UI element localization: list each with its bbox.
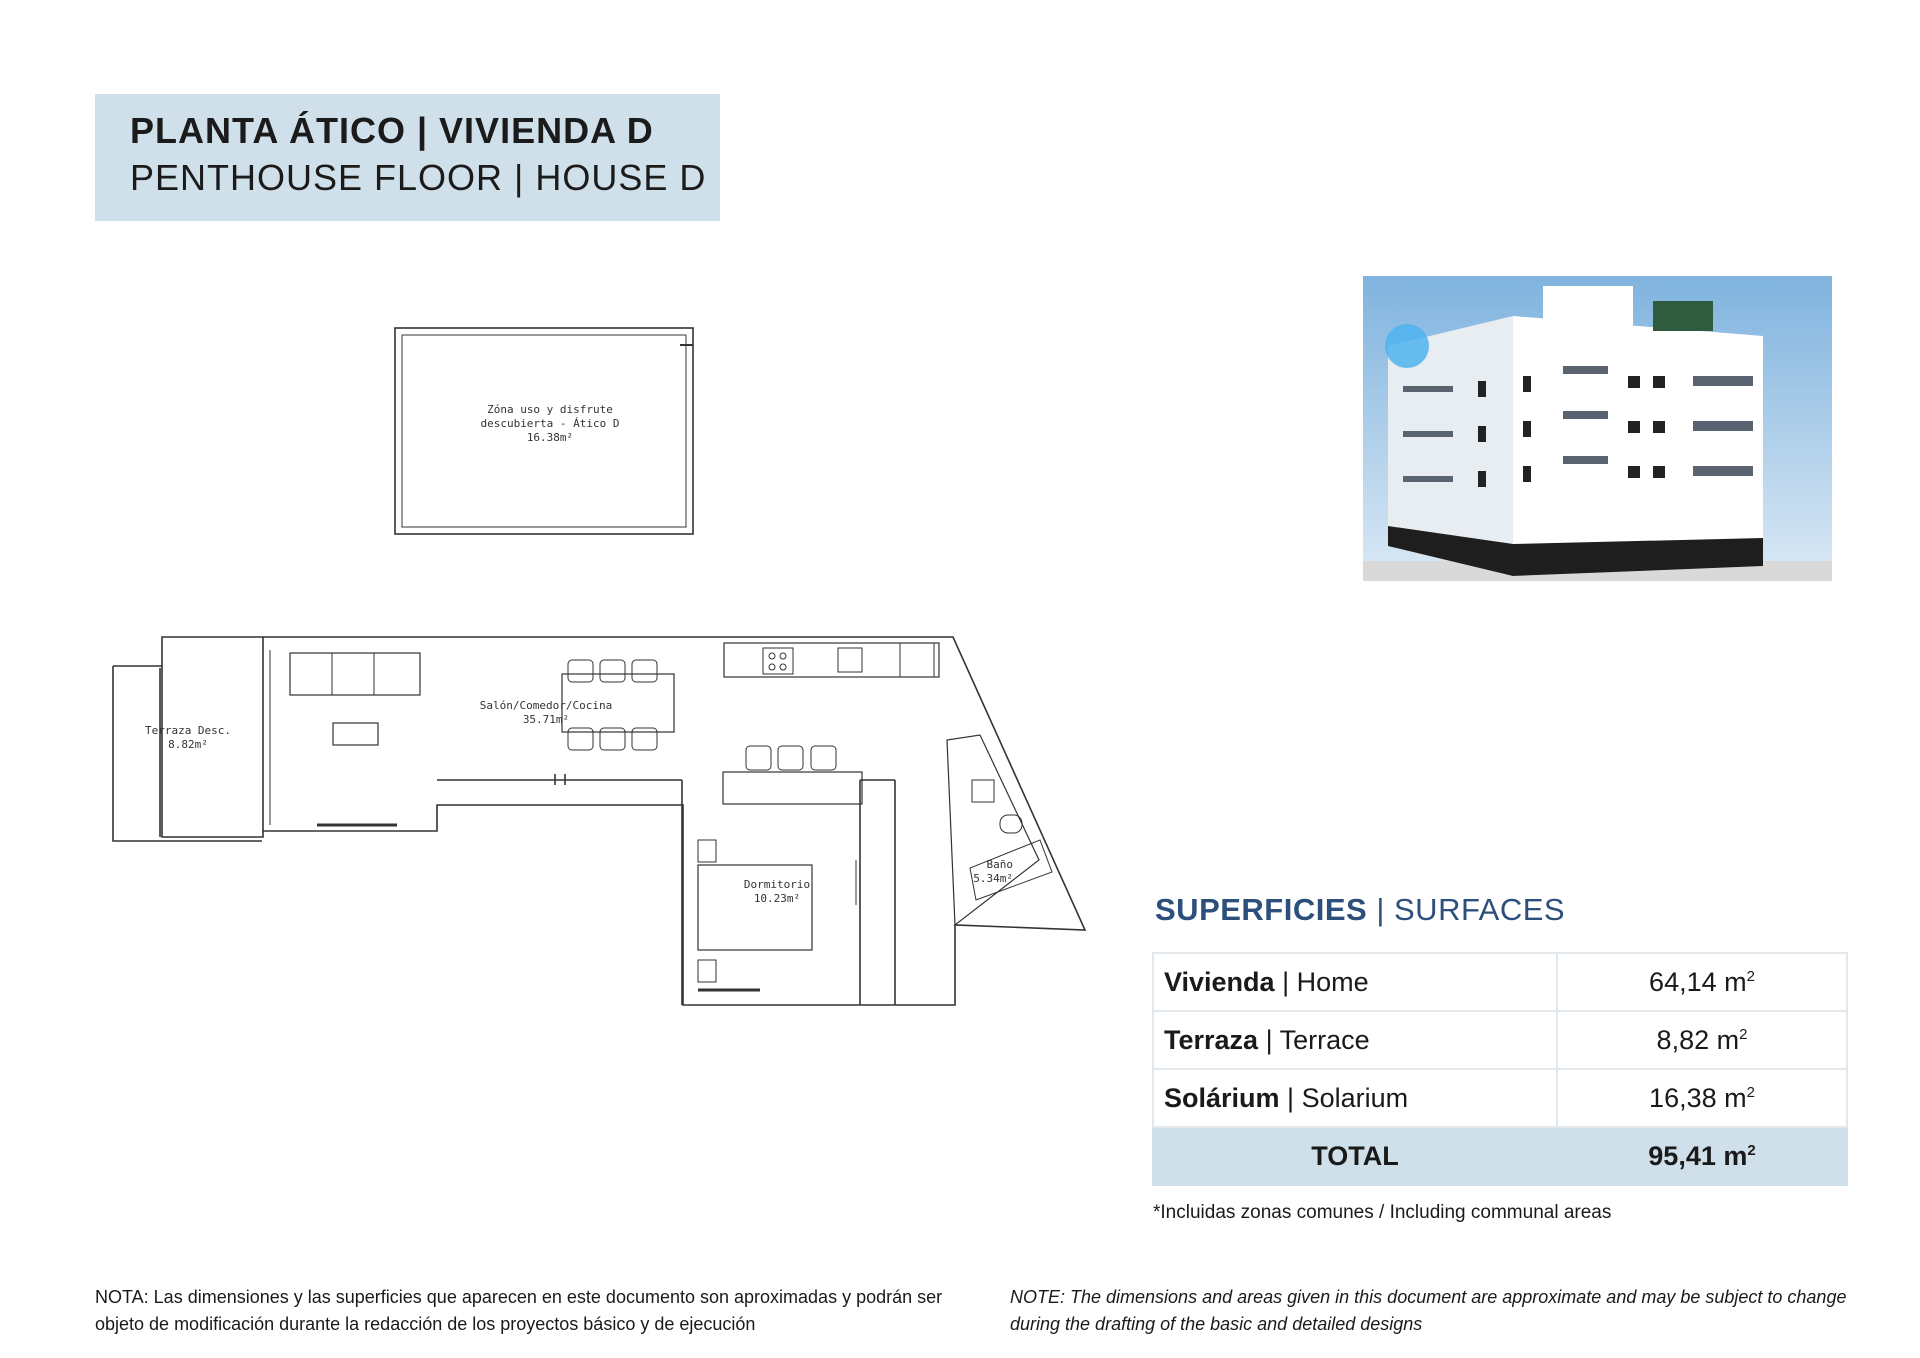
table-row bbox=[1153, 1011, 1847, 1069]
solarium-line2: descubierta - Ático D bbox=[480, 417, 620, 430]
total-label: TOTAL bbox=[1153, 1127, 1557, 1185]
value-text: 64,14 m bbox=[1649, 966, 1747, 997]
table-row bbox=[1153, 1069, 1847, 1127]
surfaces-heading-en: SURFACES bbox=[1394, 892, 1566, 927]
footnote: *Incluidas zonas comunes / Including communal areas bbox=[1153, 1202, 1612, 1223]
living-area: 35.71m² bbox=[522, 713, 570, 726]
label-separator: | bbox=[1279, 1082, 1302, 1113]
terrace-name: Terraza Desc. bbox=[144, 724, 232, 737]
surfaces-heading-es: SUPERFICIES bbox=[1155, 892, 1368, 927]
label-separator: | bbox=[1274, 966, 1297, 997]
building-illustration bbox=[1363, 276, 1832, 581]
row-label bbox=[1153, 1011, 1557, 1069]
bath-name: Baño bbox=[986, 858, 1013, 871]
label-en: Solarium bbox=[1301, 1082, 1409, 1113]
value-text: 16,38 m bbox=[1649, 1082, 1747, 1113]
living-label bbox=[466, 699, 626, 727]
terrace-label bbox=[138, 724, 238, 752]
note-spanish: NOTA: Las dimensiones y las superficies que aparecen en este documento son aproximadas y podrán ser objeto de modificación durante la redacción de los proyectos básico y de ejecución bbox=[95, 1287, 943, 1334]
label-en: Terrace bbox=[1279, 1024, 1370, 1055]
row-value bbox=[1557, 1011, 1847, 1069]
surfaces-heading-separator: | bbox=[1367, 892, 1394, 927]
label-en: Home bbox=[1296, 966, 1369, 997]
total-row bbox=[1153, 1127, 1847, 1185]
solarium-label bbox=[480, 403, 620, 445]
title-english: PENTHOUSE FLOOR | HOUSE D bbox=[130, 157, 707, 198]
terrace-area: 8.82m² bbox=[168, 738, 208, 751]
terrace-wall bbox=[113, 666, 262, 841]
solarium-line1: Zóna uso y disfrute bbox=[487, 403, 613, 416]
label-separator: | bbox=[1258, 1024, 1280, 1055]
floor-plan bbox=[100, 320, 1100, 1020]
value-text: 8,82 m bbox=[1656, 1024, 1740, 1055]
row-value bbox=[1557, 1069, 1847, 1127]
unit-superscript: 2 bbox=[1746, 1083, 1755, 1101]
label-es: Vivienda bbox=[1164, 966, 1275, 997]
bedroom-label bbox=[727, 878, 827, 906]
total-value bbox=[1557, 1127, 1847, 1185]
row-label bbox=[1153, 953, 1557, 1011]
apartment-outer-wall bbox=[162, 637, 1085, 1005]
bath-label bbox=[953, 858, 1013, 886]
solarium-area: 16.38m² bbox=[526, 431, 574, 444]
row-label bbox=[1153, 1069, 1557, 1127]
bath-area: 5.34m² bbox=[973, 872, 1013, 885]
label-es: Solárium bbox=[1164, 1082, 1280, 1113]
surfaces-table bbox=[1152, 952, 1848, 1186]
building-render-image bbox=[1363, 276, 1832, 581]
bedroom-area: 10.23m² bbox=[753, 892, 801, 905]
living-name: Salón/Comedor/Cocina bbox=[479, 699, 613, 712]
unit-superscript: 2 bbox=[1747, 1141, 1756, 1159]
row-value bbox=[1557, 953, 1847, 1011]
title-spanish: PLANTA ÁTICO | VIVIENDA D bbox=[130, 110, 654, 151]
unit-superscript: 2 bbox=[1746, 967, 1755, 985]
surfaces-heading bbox=[1155, 892, 1565, 928]
bedroom-name: Dormitorio bbox=[743, 878, 811, 891]
title-box bbox=[95, 94, 720, 221]
note-english: NOTE: The dimensions and areas given in this document are approximate and may be subject to change during the drafting of the basic and detailed designs bbox=[1010, 1287, 1847, 1334]
label-es: Terraza bbox=[1164, 1024, 1259, 1055]
total-value-text: 95,41 m bbox=[1648, 1140, 1748, 1171]
unit-superscript: 2 bbox=[1739, 1025, 1748, 1043]
table-row bbox=[1153, 953, 1847, 1011]
